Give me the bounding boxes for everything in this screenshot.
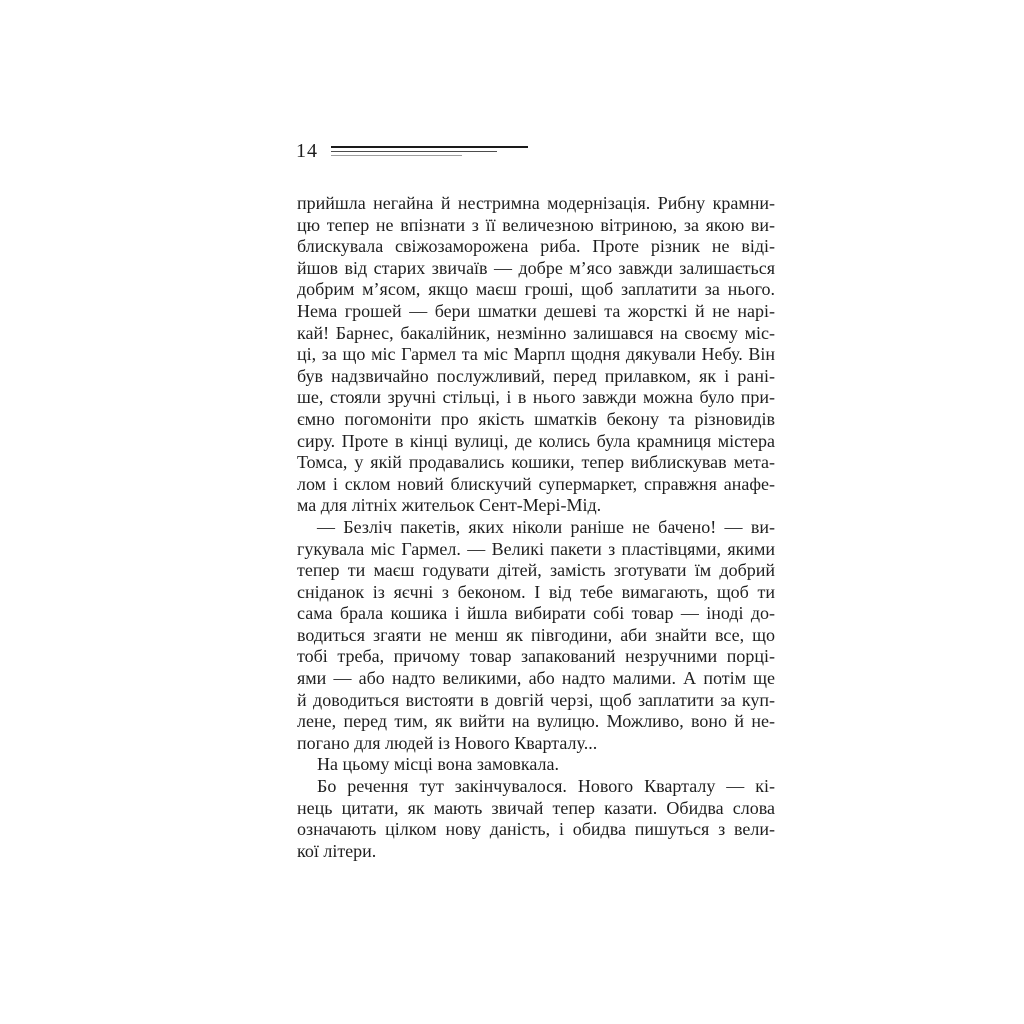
paragraph xyxy=(297,754,775,776)
text-line: Бо речення тут закінчувалося. Нового Кварталу — кі- xyxy=(317,776,775,797)
text-line: ємно погомоніти про якість шматків бекону та різновидів xyxy=(297,408,775,429)
text-line: погано для людей із Нового Кварталу... xyxy=(297,732,598,753)
text-line: нець цитати, як мають звичай тепер казати. Обидва слова xyxy=(297,797,775,818)
text-line: ше, стояли зручні стільці, і в нього завжди можна було при- xyxy=(297,387,775,408)
text-line: цю тепер не впізнати з її величезною вітриною, за якою ви- xyxy=(297,214,775,235)
body-text xyxy=(297,193,775,862)
text-line: тобі треба, причому товар запакований незручними порці- xyxy=(297,646,775,667)
paragraph xyxy=(297,193,775,517)
text-line: лом і склом новий блискучий супермаркет, справжня анафе- xyxy=(297,473,775,494)
text-line: сніданок із яєчні з беконом. І від тебе вимагають, щоб ти xyxy=(297,581,775,602)
text-line: сиру. Проте в кінці вулиці, де колись була крамниця містера xyxy=(297,430,775,451)
header-rule xyxy=(331,146,528,156)
text-line: йшов від старих звичаїв — добре м’ясо завжди залишається xyxy=(297,257,775,278)
header-rule-line xyxy=(331,146,528,148)
text-line: кої літери. xyxy=(297,840,377,861)
page-header xyxy=(296,140,528,162)
header-rule-line xyxy=(331,155,462,157)
text-line: водиться згаяти не менш як півгодини, аби знайти все, що xyxy=(297,624,775,645)
text-line: ці, за що міс Гармел та міс Марпл щодня дякували Небу. Він xyxy=(297,344,775,365)
page-number: 14 xyxy=(296,140,318,162)
text-line: кай! Барнес, бакалійник, незмінно залишався на своєму міс- xyxy=(297,322,775,343)
text-line: Томса, у якій продавались кошики, тепер виблискував мета- xyxy=(297,452,775,473)
text-line: сама брала кошика і йшла вибирати собі товар — іноді до- xyxy=(297,603,775,624)
header-rule-line xyxy=(331,151,497,153)
text-line: ма для літніх жительок Сент-Мері-Мід. xyxy=(297,495,602,516)
paragraph xyxy=(297,517,775,755)
text-line: ями — або надто великими, або надто малими. А потім ще xyxy=(297,668,775,689)
text-line: — Безліч пакетів, яких ніколи раніше не бачено! — ви- xyxy=(317,516,775,537)
text-line: блискувала свіжозаморожена риба. Проте різник не віді- xyxy=(297,236,775,257)
text-line: прийшла негайна й нестримна модернізація. Рибну крамни- xyxy=(297,193,775,213)
text-line: був надзвичайно послужливий, перед прилавком, як і рані- xyxy=(297,365,775,386)
text-line: означають цілком нову даність, і обидва пишуться з вели- xyxy=(297,819,775,840)
paragraph xyxy=(297,776,775,862)
text-line: тепер ти маєш годувати дітей, замість зготувати їм добрий xyxy=(297,560,775,581)
text-line: Нема грошей — бери шматки дешеві та жорсткі й не нарі- xyxy=(297,300,775,321)
text-line: На цьому місці вона замовкала. xyxy=(317,754,559,775)
text-line: лене, перед тим, як вийти на вулицю. Можливо, воно й не- xyxy=(297,711,775,732)
text-line: добрим м’ясом, якщо маєш гроші, щоб заплатити за нього. xyxy=(297,279,775,300)
text-line: гукувала міс Гармел. — Великі пакети з пластівцями, якими xyxy=(297,538,775,559)
text-line: й доводиться вистояти в довгій черзі, щоб заплатити за куп- xyxy=(297,689,775,710)
